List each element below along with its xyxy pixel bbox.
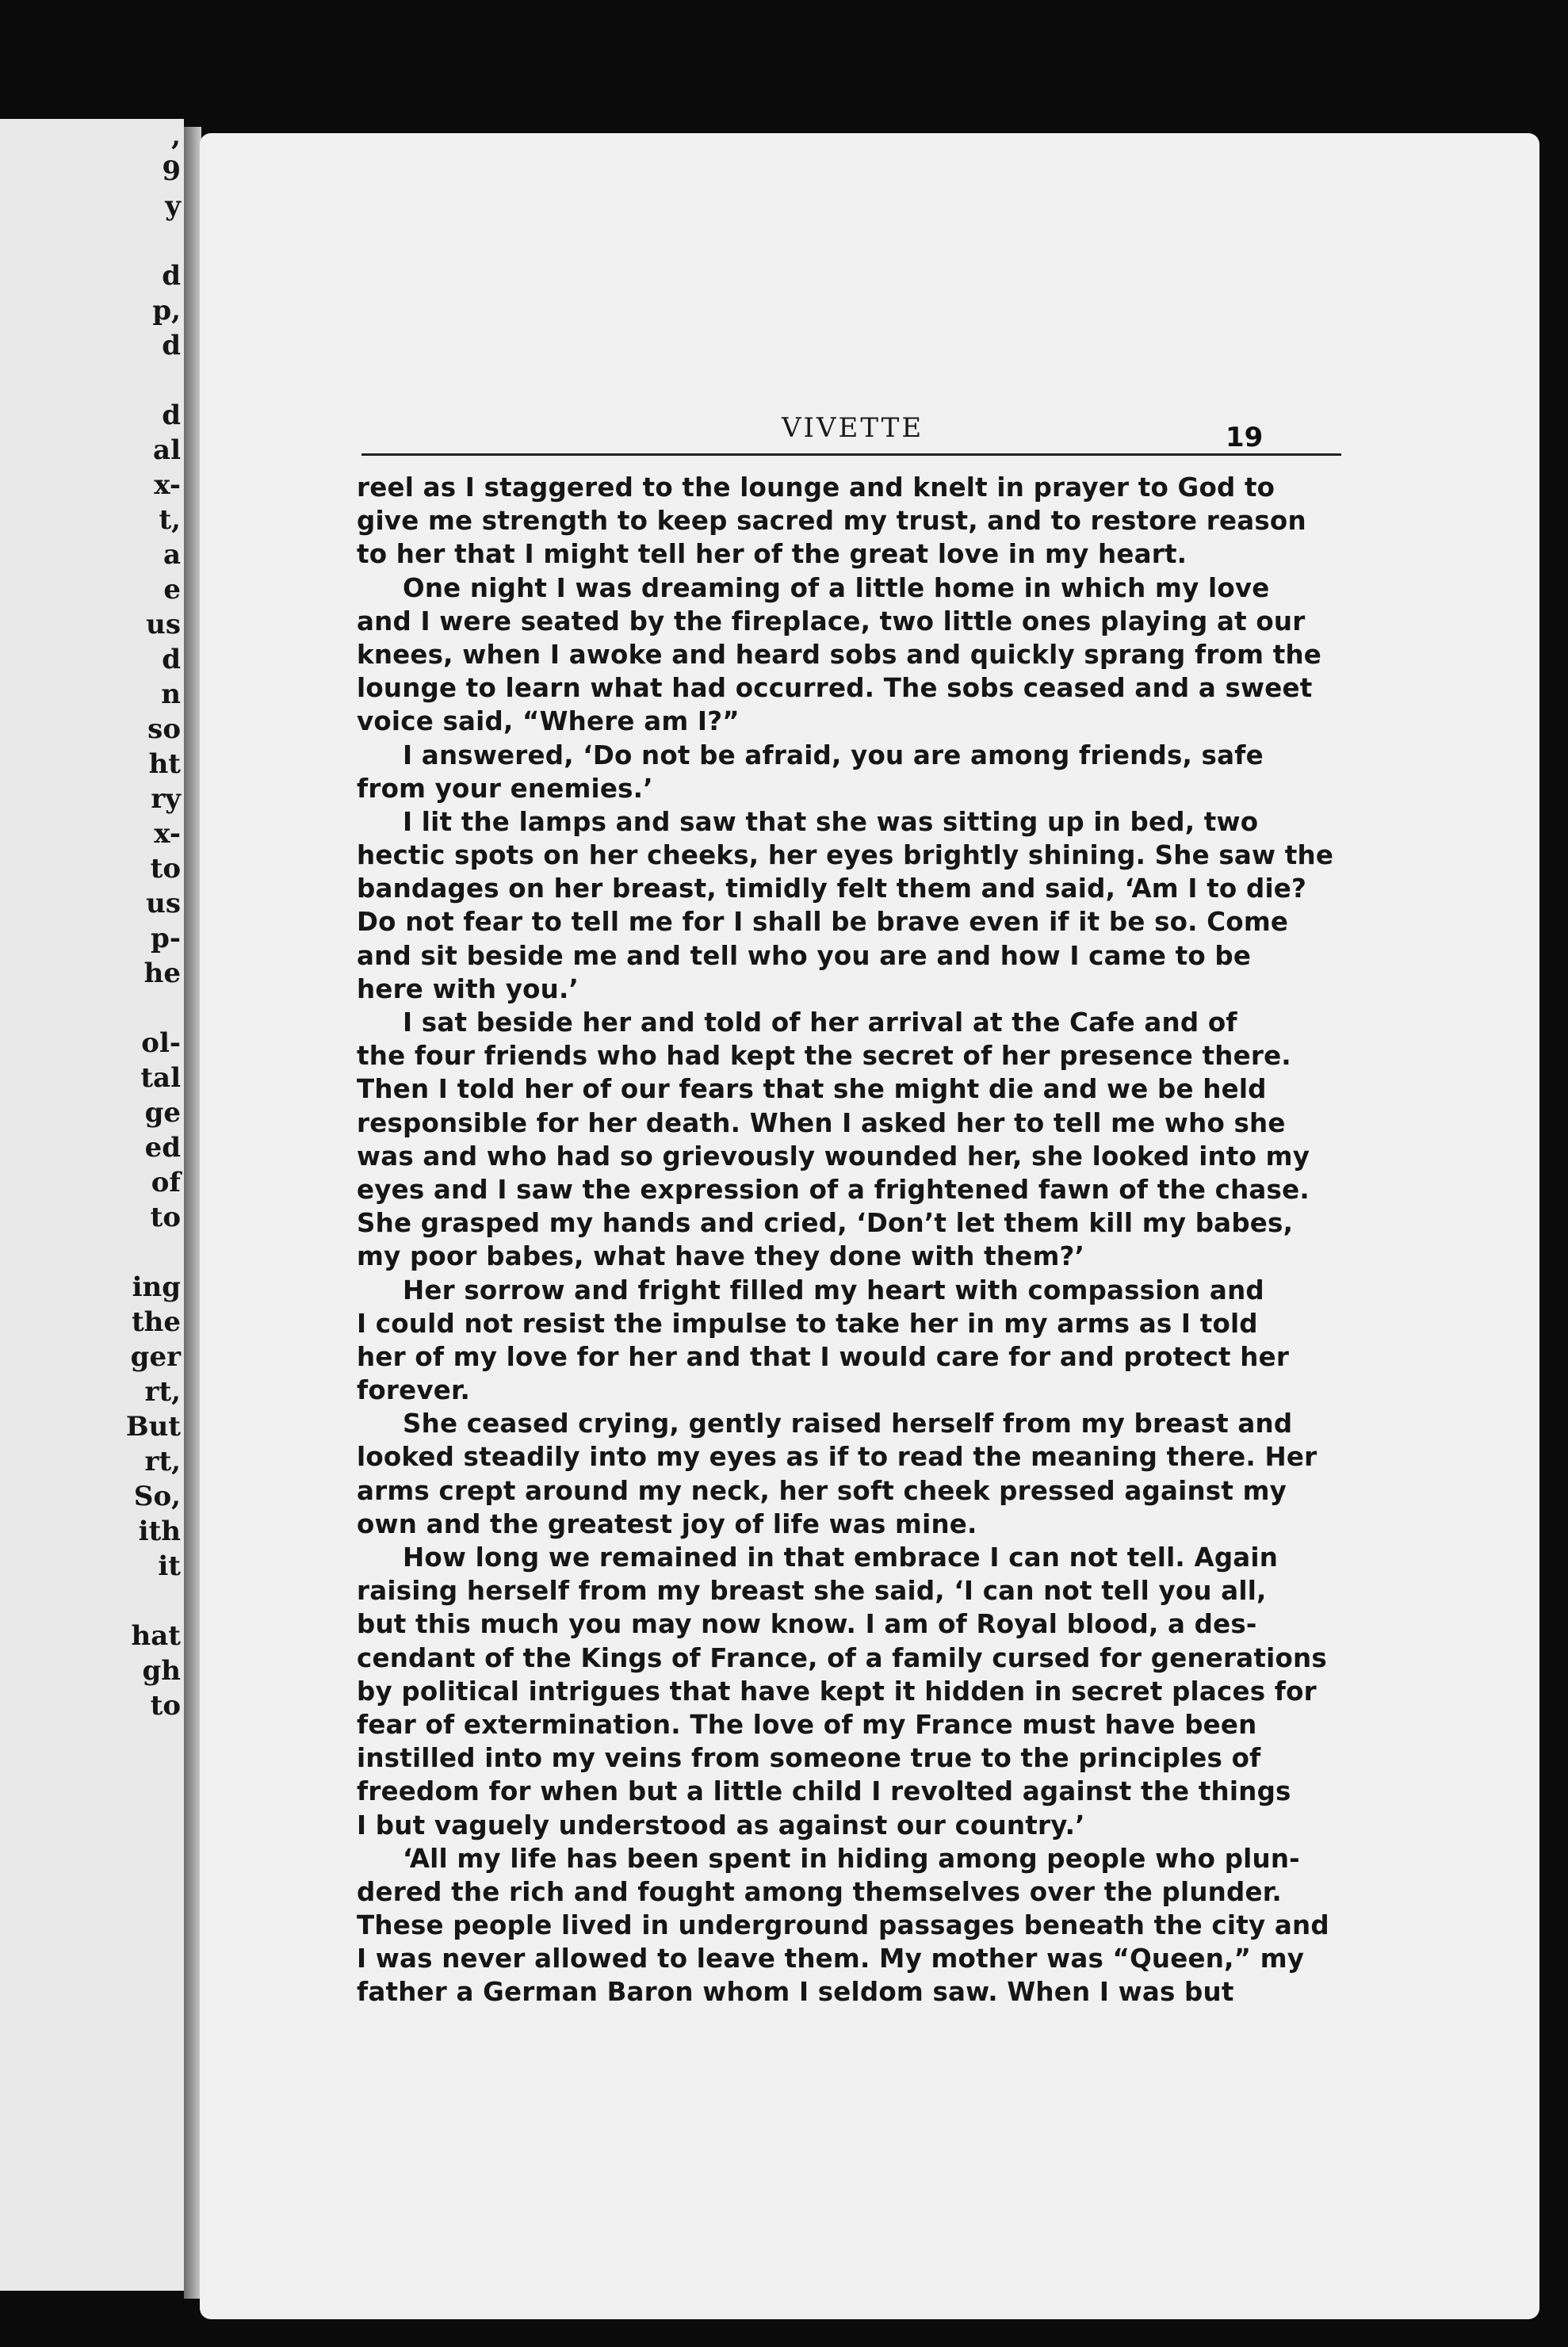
facing-page-fragment: p- <box>151 923 181 954</box>
text-line: from your enemies.’ <box>357 773 653 804</box>
paragraph <box>357 1006 1340 1274</box>
text-line: ‘All my life has been spent in hiding among people who plun- <box>403 1843 1300 1874</box>
text-line: the four friends who had kept the secret of her presence there. <box>357 1041 1291 1072</box>
facing-page-fragment: tal <box>140 1062 181 1094</box>
facing-page <box>0 119 184 2291</box>
text-line: lounge to learn what had occurred. The sobs ceased and a sweet <box>357 673 1313 704</box>
text-line: and sit beside me and tell who you are and how I came to be <box>357 940 1252 971</box>
facing-page-fragment: ry <box>151 783 181 815</box>
facing-page-fragment: rt, <box>144 1376 181 1408</box>
facing-page-fragment: d <box>162 330 181 361</box>
text-line: her of my love for her and that I would care for and protect her <box>357 1341 1290 1372</box>
facing-page-fragment: gh <box>142 1655 181 1687</box>
book-gutter <box>184 127 201 2299</box>
facing-page-fragment: he <box>143 958 181 989</box>
paragraph <box>357 571 1340 739</box>
facing-page-fragment <box>94 363 181 398</box>
text-line: cendant of the Kings of France, of a family cursed for generations <box>357 1642 1327 1673</box>
facing-page-fragment: ing <box>132 1271 181 1303</box>
page-title: VIVETTE <box>782 412 924 444</box>
text-line: I was never allowed to leave them. My mother was “Queen,” my <box>357 1944 1305 1974</box>
facing-page-fragment: rt, <box>144 1446 181 1477</box>
text-line: was and who had so grievously wounded her, she looked into my <box>357 1141 1310 1172</box>
paragraph <box>357 1274 1340 1408</box>
paragraph <box>357 1842 1340 2009</box>
text-line: arms crept around my neck, her soft cheek pressed against my <box>357 1475 1287 1506</box>
facing-page-text-fragments <box>94 119 181 1723</box>
text-line: reel as I staggered to the lounge and knelt in prayer to God to <box>357 472 1275 503</box>
facing-page-fragment: d <box>162 644 181 675</box>
facing-page-fragment: us <box>146 609 181 640</box>
facing-page-fragment: us <box>146 888 181 919</box>
text-line: my poor babes, what have they done with them?’ <box>357 1241 1085 1272</box>
facing-page-fragment: a <box>163 539 181 571</box>
facing-page-fragment: so <box>147 713 181 745</box>
facing-page-fragment <box>94 1584 181 1619</box>
facing-page-fragment: ed <box>144 1132 181 1164</box>
facing-page-fragment: d <box>162 260 181 292</box>
facing-page-fragment: al <box>153 434 181 466</box>
text-line: dered the rich and fought among themselves over the plunder. <box>357 1876 1282 1907</box>
text-line: and I were seated by the fireplace, two little ones playing at our <box>357 606 1306 636</box>
text-line: forever. <box>357 1375 471 1406</box>
page-body-text <box>357 471 1340 2009</box>
facing-page-fragment <box>94 991 181 1026</box>
text-line: One night I was dreaming of a little home in which my love <box>403 572 1270 603</box>
facing-page-fragment: e <box>163 574 181 606</box>
facing-page-fragment: x- <box>154 818 181 850</box>
text-line: eyes and I saw the expression of a frightened fawn of the chase. <box>357 1174 1310 1205</box>
facing-page-fragment: hat <box>131 1620 181 1652</box>
text-line: knees, when I awoke and heard sobs and quickly sprang from the <box>357 639 1322 670</box>
paragraph <box>357 739 1340 805</box>
facing-page-fragment: x- <box>154 469 181 501</box>
text-line: Then I told her of our fears that she might die and we be held <box>357 1074 1267 1105</box>
facing-page-fragment: n <box>161 678 181 710</box>
facing-page-fragment: the <box>131 1306 181 1338</box>
text-line: but this much you may now know. I am of Royal blood, a des- <box>357 1609 1257 1640</box>
facing-page-fragment: p, <box>152 295 181 327</box>
facing-page-fragment: t, <box>159 504 181 536</box>
text-line: She grasped my hands and cried, ‘Don’t let them kill my babes, <box>357 1208 1294 1239</box>
text-line: I could not resist the impulse to take her in my arms as I told <box>357 1308 1258 1339</box>
text-line: fear of extermination. The love of my France must have been <box>357 1709 1257 1740</box>
text-line: Do not fear to tell me for I shall be brave even if it be so. Come <box>357 907 1289 938</box>
facing-page-fragment: ith <box>138 1516 181 1547</box>
facing-page-fragment: it <box>158 1550 181 1582</box>
facing-page-fragment <box>94 1235 181 1270</box>
text-line: to her that I might tell her of the great love in my heart. <box>357 539 1187 570</box>
facing-page-fragment: to <box>150 1690 181 1722</box>
paragraph <box>357 1407 1340 1541</box>
facing-page-fragment: ol- <box>141 1027 181 1059</box>
facing-page-fragment: ge <box>144 1097 181 1129</box>
facing-page-fragment: d <box>162 399 181 431</box>
text-line: father a German Baron whom I seldom saw. When I was but <box>357 1977 1234 2008</box>
text-line: responsible for her death. When I asked her to tell me who she <box>357 1107 1286 1138</box>
facing-page-fragment: ger <box>130 1341 181 1373</box>
text-line: I lit the lamps and saw that she was sitting up in bed, two <box>403 806 1259 837</box>
facing-page-fragment: y <box>165 190 181 222</box>
text-line: How long we remained in that embrace I can not tell. Again <box>403 1542 1279 1573</box>
text-line: voice said, “Where am I?” <box>357 706 740 737</box>
text-line: hectic spots on her cheeks, her eyes brightly shining. She saw the <box>357 840 1334 871</box>
text-line: give me strength to keep sacred my trust, and to restore reason <box>357 506 1306 537</box>
text-line: She ceased crying, gently raised herself from my breast and <box>403 1409 1293 1439</box>
paragraph <box>357 805 1340 1006</box>
text-line: Her sorrow and fright filled my heart with compassion and <box>403 1275 1264 1305</box>
facing-page-fragment <box>94 224 181 258</box>
facing-page-fragment: , <box>171 120 181 152</box>
text-line: by political intrigues that have kept it hidden in secret places for <box>357 1676 1317 1707</box>
header-rule <box>361 453 1341 456</box>
text-line: freedom for when but a little child I revolted against the things <box>357 1776 1291 1807</box>
facing-page-fragment: 9 <box>162 155 181 187</box>
text-line: I answered, ‘Do not be afraid, you are among friends, safe <box>403 740 1264 770</box>
text-line: looked steadily into my eyes as if to read the meaning there. Her <box>357 1442 1318 1473</box>
text-line: I sat beside her and told of her arrival at the Cafe and of <box>403 1007 1237 1038</box>
paragraph <box>357 1541 1340 1842</box>
text-line: instilled into my veins from someone true to the principles of <box>357 1743 1261 1774</box>
text-line: bandages on her breast, timidly felt them and said, ‘Am I to die? <box>357 873 1307 904</box>
text-line: own and the greatest joy of life was mine. <box>357 1508 977 1539</box>
paragraph <box>357 471 1340 571</box>
running-head <box>361 293 1341 453</box>
text-line: These people lived in underground passages beneath the city and <box>357 1910 1329 1941</box>
text-line: I but vaguely understood as against our country.’ <box>357 1810 1085 1841</box>
text-line: here with you.’ <box>357 973 579 1004</box>
facing-page-fragment: of <box>151 1167 181 1198</box>
facing-page-fragment: But <box>125 1411 181 1443</box>
text-line: raising herself from my breast she said, ‘I can not tell you all, <box>357 1576 1267 1607</box>
facing-page-fragment: to <box>150 853 181 885</box>
facing-page-fragment: So, <box>133 1481 181 1512</box>
page-number: 19 <box>1226 422 1264 453</box>
facing-page-fragment: to <box>150 1202 181 1233</box>
facing-page-fragment: ht <box>148 748 181 780</box>
